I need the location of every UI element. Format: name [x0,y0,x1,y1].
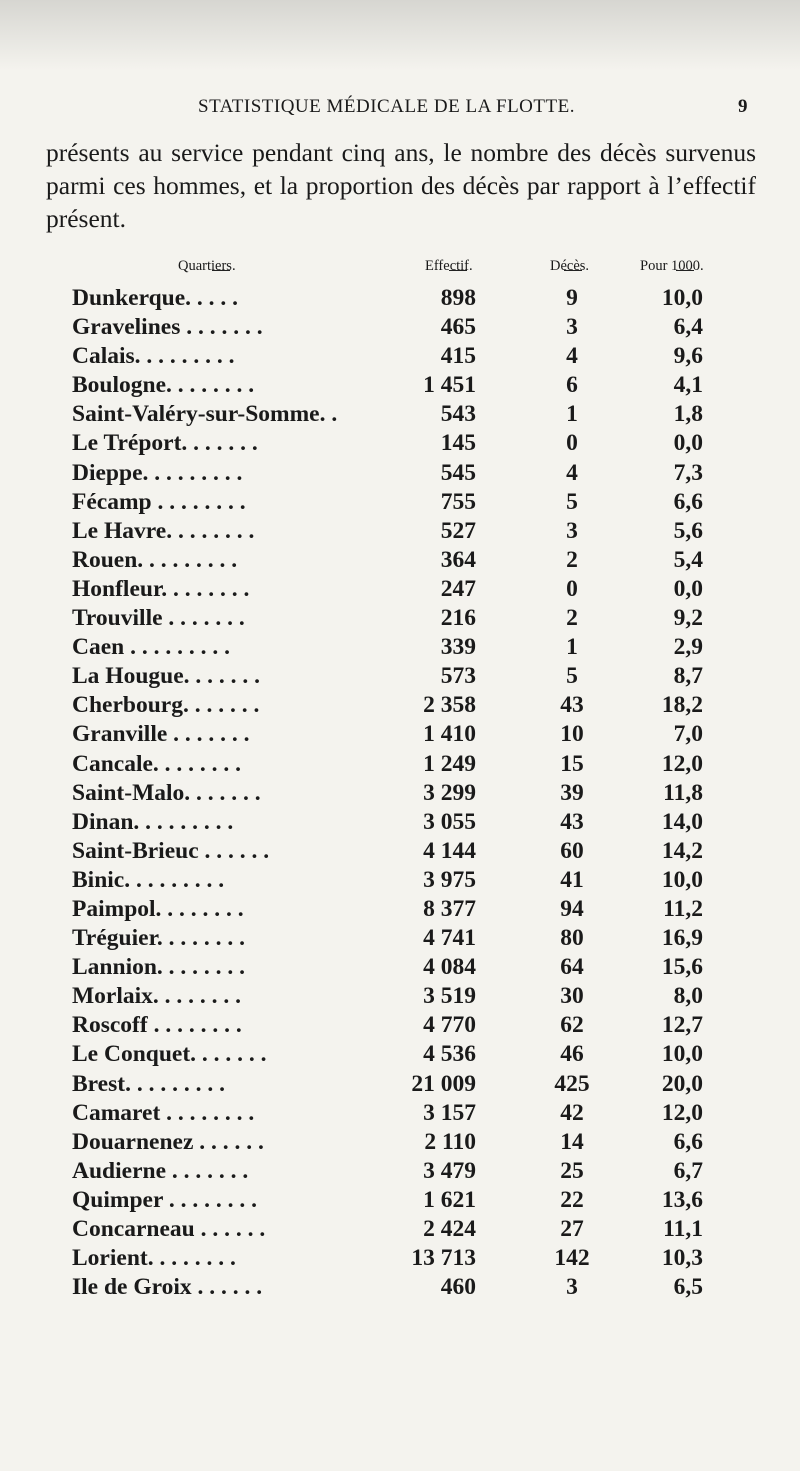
table-row [0,488,800,517]
pour1000-value: 11,1 [663,1216,703,1242]
pour1000-value: 12,0 [661,1099,703,1126]
header-dash [449,270,467,271]
quartier-name: Camaret . . . . . . . . [72,1099,255,1126]
effectif-value: 415 [440,343,476,370]
table-row [0,837,800,866]
deces-value: 9 [566,285,578,311]
table-row [0,779,800,808]
pour1000-value: 10,0 [661,866,703,893]
quartier-name: Calais. . . . . . . . . [72,343,235,370]
deces-value: 3 [566,314,578,341]
deces-value: 0 [566,430,578,457]
quartier-name: Lorient. . . . . . . . [72,1245,236,1272]
page-number: 9 [738,96,748,117]
effectif-value: 3 055 [423,808,476,835]
pour1000-value: 1,8 [673,401,703,428]
deces-value: 2 [566,546,578,573]
quartier-name: Rouen. . . . . . . . . [72,546,238,573]
quartier-name: Morlaix. . . . . . . . [72,983,242,1010]
quartier-name: Dinan. . . . . . . . . [72,808,234,835]
quartier-name: Saint-Valéry-sur-Somme. . [72,401,338,428]
pour1000-value: 2,9 [673,634,703,661]
deces-value: 43 [560,692,584,719]
quartier-name: Paimpol. . . . . . . . [72,895,244,922]
deces-value: 1 [566,401,578,428]
effectif-value: 4 084 [423,954,476,981]
deces-value: 25 [560,1157,584,1184]
deces-value: 425 [554,1070,590,1097]
pour1000-value: 10,0 [661,285,703,311]
quartier-name: Brest. . . . . . . . . [72,1070,225,1097]
table-row [0,1040,800,1069]
pour1000-value: 18,2 [661,692,703,719]
effectif-value: 527 [440,517,476,544]
deces-value: 3 [566,1274,578,1301]
deces-value: 22 [560,1186,584,1213]
deces-value: 27 [560,1216,584,1242]
quartier-name: Granville . . . . . . . [72,721,250,748]
pour1000-value: 9,6 [673,343,703,370]
table-row [0,866,800,895]
quartier-name: Dieppe. . . . . . . . . [72,459,243,486]
table-row [0,342,800,371]
deces-value: 4 [566,459,578,486]
effectif-value: 4 741 [423,925,476,952]
pour1000-value: 15,6 [661,954,703,981]
table-row [0,662,800,691]
effectif-value: 3 157 [423,1099,476,1126]
effectif-value: 216 [440,605,476,632]
quartier-name: Cancale. . . . . . . . [72,750,242,777]
pour1000-value: 5,4 [673,546,703,573]
pour1000-value: 7,0 [673,721,703,748]
deces-value: 62 [560,1012,584,1039]
effectif-value: 21 009 [411,1070,476,1097]
pour1000-value: 12,0 [661,750,703,777]
effectif-value: 465 [440,314,476,341]
table-row [0,953,800,982]
quartier-name: Saint-Malo. . . . . . . [72,779,261,806]
pour1000-value: 10,0 [661,1041,703,1068]
col-header-quartiers: Quartiers. [178,258,236,274]
quartier-name: Caen . . . . . . . . . [72,634,230,661]
table-row [0,924,800,953]
pour1000-value: 6,6 [673,488,703,515]
pour1000-value: 8,7 [673,663,703,690]
pour1000-value: 11,8 [663,779,703,806]
deces-value: 30 [560,983,584,1010]
pour1000-value: 5,6 [673,517,703,544]
deces-value: 3 [566,517,578,544]
pour1000-value: 9,2 [673,605,703,632]
deces-value: 5 [566,488,578,515]
effectif-value: 460 [440,1274,476,1301]
deces-value: 43 [560,808,584,835]
quartier-name: Le Tréport. . . . . . . [72,430,258,457]
quartier-name: Saint-Brieuc . . . . . . [72,837,270,864]
table-row [0,313,800,342]
pour1000-value: 14,2 [661,837,703,864]
table-row [0,546,800,575]
quartier-name: Gravelines . . . . . . . [72,314,263,341]
effectif-value: 4 536 [423,1041,476,1068]
quartier-name: La Hougue. . . . . . . [72,663,261,690]
quartier-name: Binic. . . . . . . . . [72,866,225,893]
quartier-name: Concarneau . . . . . . [72,1216,266,1242]
pour1000-value: 7,3 [673,459,703,486]
deces-value: 142 [554,1245,590,1272]
table-row [0,1011,800,1040]
deces-value: 42 [560,1099,584,1126]
effectif-value: 8 377 [423,895,476,922]
table-row [0,517,800,546]
effectif-value: 898 [440,285,476,311]
table-row [0,895,800,924]
header-dash [212,270,230,271]
quartier-name: Le Havre. . . . . . . . [72,517,255,544]
effectif-value: 339 [440,634,476,661]
effectif-value: 3 479 [423,1157,476,1184]
quartier-name: Fécamp . . . . . . . . [72,488,246,515]
pour1000-value: 20,0 [661,1070,703,1097]
pour1000-value: 14,0 [661,808,703,835]
effectif-value: 145 [440,430,476,457]
table-row [0,1215,800,1244]
deces-value: 15 [560,750,584,777]
intro-paragraph: présents au service pendant cinq ans, le nombre des décès survenus parmi ces hommes, et la proportion des décès par rapport à l’effectif présent. [46,138,756,233]
deces-value: 14 [560,1128,584,1155]
pour1000-value: 6,6 [673,1128,703,1155]
running-head [0,96,800,120]
quartier-name: Roscoff . . . . . . . . [72,1012,242,1039]
pour1000-value: 6,7 [673,1157,703,1184]
deces-value: 4 [566,343,578,370]
table-row [0,982,800,1011]
quartier-name: Trouville . . . . . . . [72,605,245,632]
scan-shadow [0,0,800,70]
deces-value: 1 [566,634,578,661]
effectif-value: 247 [440,575,476,602]
effectif-value: 1 249 [423,750,476,777]
pour1000-value: 0,0 [673,430,703,457]
quartier-name: Boulogne. . . . . . . . [72,372,255,399]
quartier-name: Cherbourg. . . . . . . [72,692,260,719]
table-row [0,1244,800,1273]
table-row [0,604,800,633]
quartier-name: Le Conquet. . . . . . . [72,1041,267,1068]
effectif-value: 364 [440,546,476,573]
deces-value: 10 [560,721,584,748]
effectif-value: 573 [440,663,476,690]
quartier-name: Honfleur. . . . . . . . [72,575,250,602]
quartier-name: Audierne . . . . . . . [72,1157,249,1184]
effectif-value: 3 975 [423,866,476,893]
effectif-value: 2 424 [423,1216,476,1242]
quartier-name: Lannion. . . . . . . . [72,954,246,981]
quartier-name: Douarnenez . . . . . . [72,1128,264,1155]
effectif-value: 543 [440,401,476,428]
table-row [0,400,800,429]
col-header-deces: Décès. [550,258,590,274]
deces-value: 6 [566,372,578,399]
table-row [0,808,800,837]
pour1000-value: 16,9 [661,925,703,952]
effectif-value: 545 [440,459,476,486]
table-row [0,1099,800,1128]
deces-value: 0 [566,575,578,602]
effectif-value: 1 451 [423,372,476,399]
quartier-name: Quimper . . . . . . . . [72,1186,257,1213]
table-row [0,459,800,488]
pour1000-value: 6,4 [673,314,703,341]
deces-value: 94 [560,895,584,922]
effectif-value: 1 410 [423,721,476,748]
pour1000-value: 8,0 [673,983,703,1010]
quartier-name: Tréguier. . . . . . . . [72,925,245,952]
effectif-value: 2 110 [424,1128,476,1155]
effectif-value: 1 621 [423,1186,476,1213]
deces-value: 2 [566,605,578,632]
table-row [0,1157,800,1186]
header-dash [564,270,582,271]
running-title: STATISTIQUE MÉDICALE DE LA FLOTTE. [198,96,575,117]
pour1000-value: 4,1 [673,372,703,399]
table-row [0,371,800,400]
effectif-value: 755 [440,488,476,515]
deces-value: 41 [560,866,584,893]
col-header-effectif: Effectif. [425,258,473,274]
deces-value: 80 [560,925,584,952]
pour1000-value: 0,0 [673,575,703,602]
effectif-value: 13 713 [411,1245,476,1272]
quartier-name: Ile de Groix . . . . . . [72,1274,263,1301]
pour1000-value: 13,6 [661,1186,703,1213]
table-row [0,1186,800,1215]
table-row [0,284,800,313]
effectif-value: 3 299 [423,779,476,806]
table-row [0,633,800,662]
pour1000-value: 10,3 [661,1245,703,1272]
effectif-value: 3 519 [423,983,476,1010]
table-row [0,1273,800,1302]
mortality-table [0,284,800,1302]
effectif-value: 2 358 [423,692,476,719]
quartier-name: Dunkerque. . . . . [72,285,239,311]
pour1000-value: 11,2 [663,895,703,922]
deces-value: 46 [560,1041,584,1068]
effectif-value: 4 770 [423,1012,476,1039]
deces-value: 64 [560,954,584,981]
table-row [0,1128,800,1157]
deces-value: 60 [560,837,584,864]
table-row [0,720,800,749]
table-row [0,1070,800,1099]
table-row [0,575,800,604]
deces-value: 5 [566,663,578,690]
table-row [0,429,800,458]
effectif-value: 4 144 [423,837,476,864]
col-header-pour1000: Pour 1000. [640,258,704,274]
table-row [0,750,800,779]
deces-value: 39 [560,779,584,806]
table-row [0,691,800,720]
pour1000-value: 6,5 [673,1274,703,1301]
pour1000-value: 12,7 [661,1012,703,1039]
header-dash [676,270,694,271]
